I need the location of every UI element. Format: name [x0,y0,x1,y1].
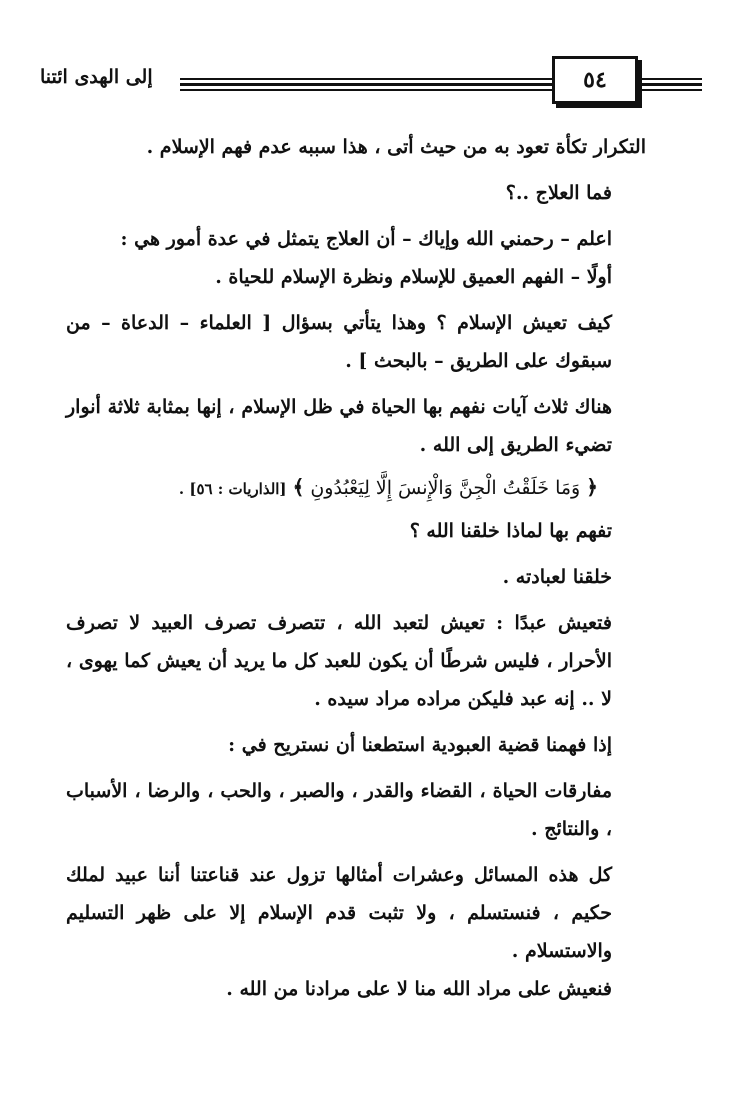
paragraph: التكرار تكأة تعود به من حيث أتى ، هذا سببه عدم فهم الإسلام . [146,136,646,158]
book-title: إلى الهدى ائتنا [40,66,153,88]
page-body [66,128,646,1008]
paragraph: مفارقات الحياة ، القضاء والقدر ، والصبر ، والحب ، والرضا ، الأسباب ، والنتائج . [66,780,612,840]
paragraph: تفهم بها لماذا خلقنا الله ؟ [409,520,612,542]
verse-close-bracket: ﴾ [292,475,305,499]
paragraph: فما العلاج ..؟ [505,182,612,204]
paragraph: هناك ثلاث آيات نفهم بها الحياة في ظل الإسلام ، إنها بمثابة ثلاثة أنوار تضيء الطريق إلى الله . [66,396,612,456]
paragraph: أولًا – الفهم العميق للإسلام ونظرة الإسلام للحياة . [215,266,612,288]
page-number: ٥٤ [552,56,638,104]
paragraph: فتعيش عبدًا : تعيش لتعبد الله ، تتصرف تصرف العبيد لا تصرف الأحرار ، فليس شرطًا أن يكون للعبد كل ما يريد أن يعيش كما يهوى ، لا .. إنه عبد فليكن مراده مراد سيده . [66,612,612,710]
verse-text: وَمَا خَلَقْتُ الْجِنَّ وَالْإِنسَ إِلَّا لِيَعْبُدُونِ [310,477,581,499]
paragraph: فنعيش على مراد الله منا لا على مرادنا من الله . [226,978,612,1000]
paragraph: إذا فهمنا قضية العبودية استطعنا أن نستريح في : [228,734,612,756]
paragraph: كل هذه المسائل وعشرات أمثالها تزول عند قناعتنا أننا عبيد لملك حكيم ، فنستسلم ، ولا تثبت قدم الإسلام إلا على ظهر التسليم والاستسلام . [66,864,612,962]
paragraph: خلقنا لعبادته . [502,566,612,588]
paragraph: اعلم – رحمني الله وإياك – أن العلاج يتمثل في عدة أمور هي : [120,228,612,250]
paragraph: كيف تعيش الإسلام ؟ وهذا يتأتي بسؤال [ العلماء – الدعاة – من سبقوك على الطريق – بالبحث ] . [66,312,612,372]
page-header [40,52,702,104]
verse-reference: [الذاريات : ٥٦] . [178,480,287,498]
quran-verse [66,468,646,508]
verse-open-bracket: ﴿ [586,475,598,499]
